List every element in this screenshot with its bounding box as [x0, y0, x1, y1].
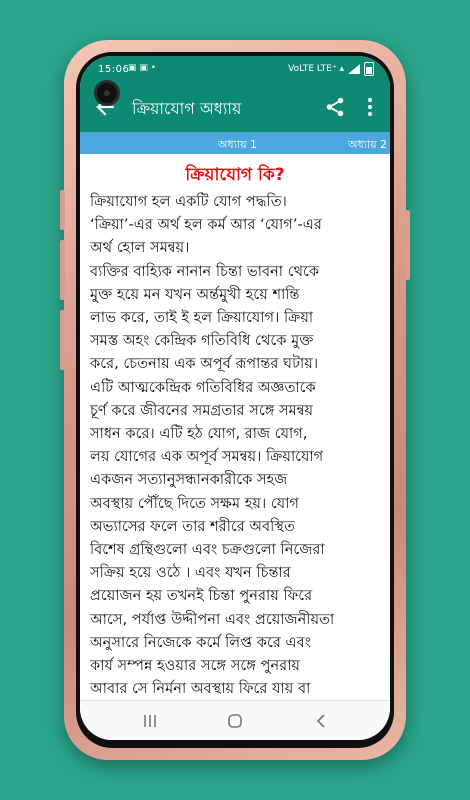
phone-side-button	[60, 190, 65, 230]
system-nav-bar	[80, 700, 390, 740]
status-bar	[80, 56, 390, 82]
recents-button[interactable]	[138, 709, 162, 733]
battery-icon	[364, 62, 374, 76]
page-title: ক্রিয়াযোগ অধ্যায়	[132, 99, 242, 118]
phone-side-button	[405, 210, 410, 280]
share-button[interactable]	[324, 96, 346, 118]
overflow-menu-button[interactable]	[364, 96, 376, 118]
app-bar	[80, 82, 390, 132]
home-icon	[223, 709, 247, 733]
nav-back-button[interactable]	[310, 709, 334, 733]
share-icon	[324, 96, 346, 118]
chapter-content[interactable]	[80, 154, 390, 700]
content-title: ক্রিয়াযোগ কি?	[185, 165, 285, 185]
more-vert-icon	[364, 96, 376, 118]
status-right-icons	[288, 62, 374, 76]
chapter-tab-bar	[80, 132, 390, 154]
front-camera	[94, 80, 120, 106]
content-body: ক্রিয়াযোগ হল একটি যোগ পদ্ধতি। ‘ক্রিয়া’-এর অর্থ হল কর্ম আর ‘যোগ’-এর অর্থ হোল সমন্বয়। ব্যক্তির বাহ্যিক নানান চিন্তা ভাবনা থেকে মুক্ত হয়ে মন যখন অর্ন্তমুখী হয়ে শান্তি লাভ করে, তাই ই হল ক্রিয়াযোগ। ক্রিয়া সমস্ত অহং কেন্দ্রিক গতিবিধি থেকে মুক্ত করে, চেতনায় এক অপূর্ব রূপান্তর ঘটায়। এটি আত্মকেন্দ্রিক গতিবিধির অজ্ঞতাকে চূর্ণ করে জীবনের সমগ্রতার সঙ্গে সমন্বয় সাধন করে। এটি হঠ যোগ, রাজ যোগ, লয় যোগের এক অপূর্ব সমন্বয়। ক্রিয়াযোগ একজন সত্যানুসন্ধানকারীকে সহজ অবস্থায় পৌঁছে দিতে সক্ষম হয়। যোগ অভ্যাসের ফলে তার শরীরে অবস্থিত বিশেষ গ্রন্থিগুলো এবং চক্রগুলো নিজেরা সক্রিয় হয়ে ওঠে । এবং যখন চিন্তার প্রয়োজন হয় তখনই চিন্তা পুনরায় ফিরে আসে, পর্যাপ্ত উদ্দীপনা এবং প্রয়োজনীয়তা অনুসারে নিজেকে কর্মে লিপ্ত করে এবং কার্য সম্পন্ন হওয়ার সঙ্গে সঙ্গে পুনরায় আবার সে নির্মনা অবস্থায় ফিরে যায় বা	[90, 193, 335, 698]
signal-icon	[348, 64, 360, 74]
phone-side-button	[60, 310, 65, 370]
tab-chapter-2[interactable]: অধ্যায় 2	[348, 138, 388, 151]
notification-icons: ▣ ▣ •	[128, 63, 157, 73]
status-time: 15:06	[98, 64, 130, 75]
recents-icon	[138, 709, 162, 733]
phone-screen	[80, 56, 390, 740]
tab-chapter-1[interactable]: অধ্যায় 1	[218, 138, 258, 151]
home-button[interactable]	[223, 709, 247, 733]
nav-back-icon	[310, 709, 334, 733]
network-indicator: VoLTE LTE⁺ ▴	[288, 64, 344, 74]
phone-bezel	[76, 52, 394, 748]
phone-side-button	[60, 240, 65, 300]
